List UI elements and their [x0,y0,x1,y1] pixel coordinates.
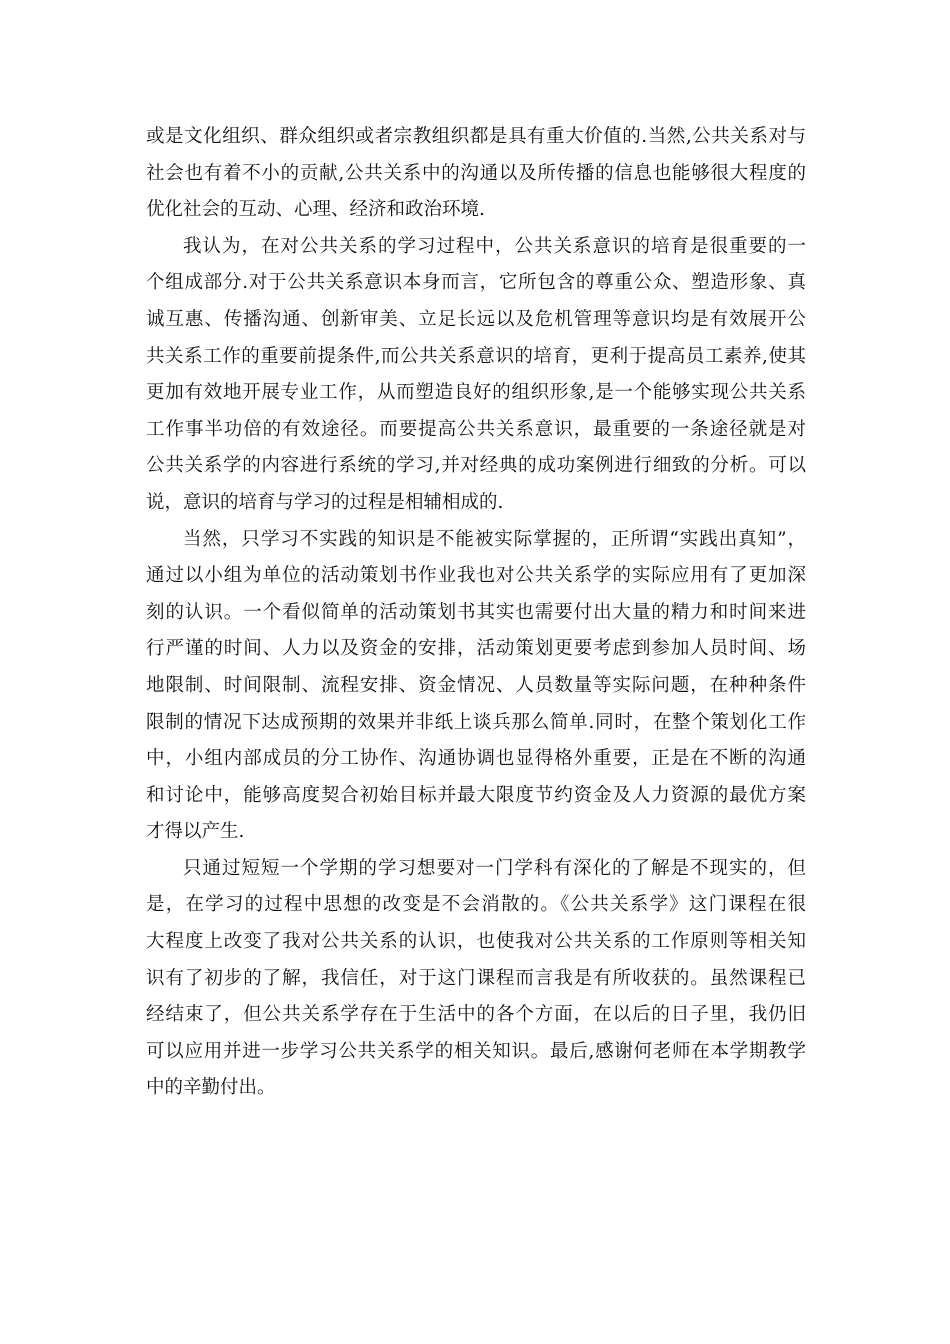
paragraph-line: 我认为，在对公共关系的学习过程中，公共关系意识的培育是很重要的一 [183,235,806,257]
paragraph-line: 是，在学习的过程中思想的改变是不会消散的。《公共关系学》这门课程在很 [146,894,806,916]
paragraph-line: 中，小组内部成员的分工协作、沟通协调也显得格外重要，正是在不断的沟通 [146,748,806,770]
paragraph-line: 诚互惠、传播沟通、创新审美、立足长远以及危机管理等意识均是有效展开公 [146,308,806,330]
paragraph-line: 大程度上改变了我对公共关系的认识，也使我对公共关系的工作原则等相关知 [146,931,806,953]
paragraph-line: 限制的情况下达成预期的效果并非纸上谈兵那么简单.同时，在整个策划化工作 [146,711,806,733]
paragraph [146,851,806,1107]
paragraph-line: 更加有效地开展专业工作，从而塑造良好的组织形象,是一个能够实现公共关系 [146,382,806,404]
paragraph-line: 公共关系学的内容进行系统的学习,并对经典的成功案例进行细致的分析。可以 [146,455,806,477]
paragraph-line: 和讨论中，能够高度契合初始目标并最大限度节约资金及人力资源的最优方案 [146,784,806,806]
paragraph [146,522,806,851]
paragraph-line: 或是文化组织、群众组织或者宗教组织都是具有重大价值的.当然,公共关系对与 [146,126,806,147]
paragraph-line: 工作事半功倍的有效途径。而要提高公共关系意识，最重要的一条途径就是对 [146,418,806,440]
paragraph-line: 优化社会的互动、心理、经济和政治环境. [146,199,485,221]
paragraph-line: 行严谨的时间、人力以及资金的安排，活动策划更要考虑到参加人员时间、场 [146,638,806,660]
paragraph-line: 只通过短短一个学期的学习想要对一门学科有深化的了解是不现实的，但 [183,857,806,879]
paragraph-line: 可以应用并进一步学习公共关系学的相关知识。最后,感谢何老师在本学期教学 [146,1040,806,1062]
paragraph-line: 当然，只学习不实践的知识是不能被实际掌握的，正所谓“实践出真知”， [183,528,806,550]
paragraph-line: 通过以小组为单位的活动策划书作业我也对公共关系学的实际应用有了更加深 [146,565,806,587]
paragraph-line: 中的辛勤付出。 [146,1077,276,1099]
paragraph-line: 个组成部分.对于公共关系意识本身而言，它所包含的尊重公众、塑造形象、真 [146,272,806,294]
paragraph-line: 才得以产生. [146,821,245,843]
paragraph-line: 刻的认识。一个看似简单的活动策划书其实也需要付出大量的精力和时间来进 [146,601,806,623]
paragraph-line: 地限制、时间限制、流程安排、资金情况、人员数量等实际问题，在种种条件 [146,674,806,696]
document-body [146,119,806,1107]
paragraph [146,119,806,229]
paragraph [146,229,806,522]
paragraph-line: 共关系工作的重要前提条件,而公共关系意识的培育，更利于提高员工素养,使其 [146,345,806,367]
paragraph-line: 识有了初步的了解，我信任，对于这门课程而言我是有所收获的。虽然课程已 [146,967,806,989]
paragraph-line: 说，意识的培育与学习的过程是相辅相成的. [146,491,504,513]
paragraph-line: 经结束了，但公共关系学存在于生活中的各个方面，在以后的日子里，我仍旧 [146,1004,806,1026]
paragraph-line: 社会也有着不小的贡献,公共关系中的沟通以及所传播的信息也能够很大程度的 [146,162,806,184]
